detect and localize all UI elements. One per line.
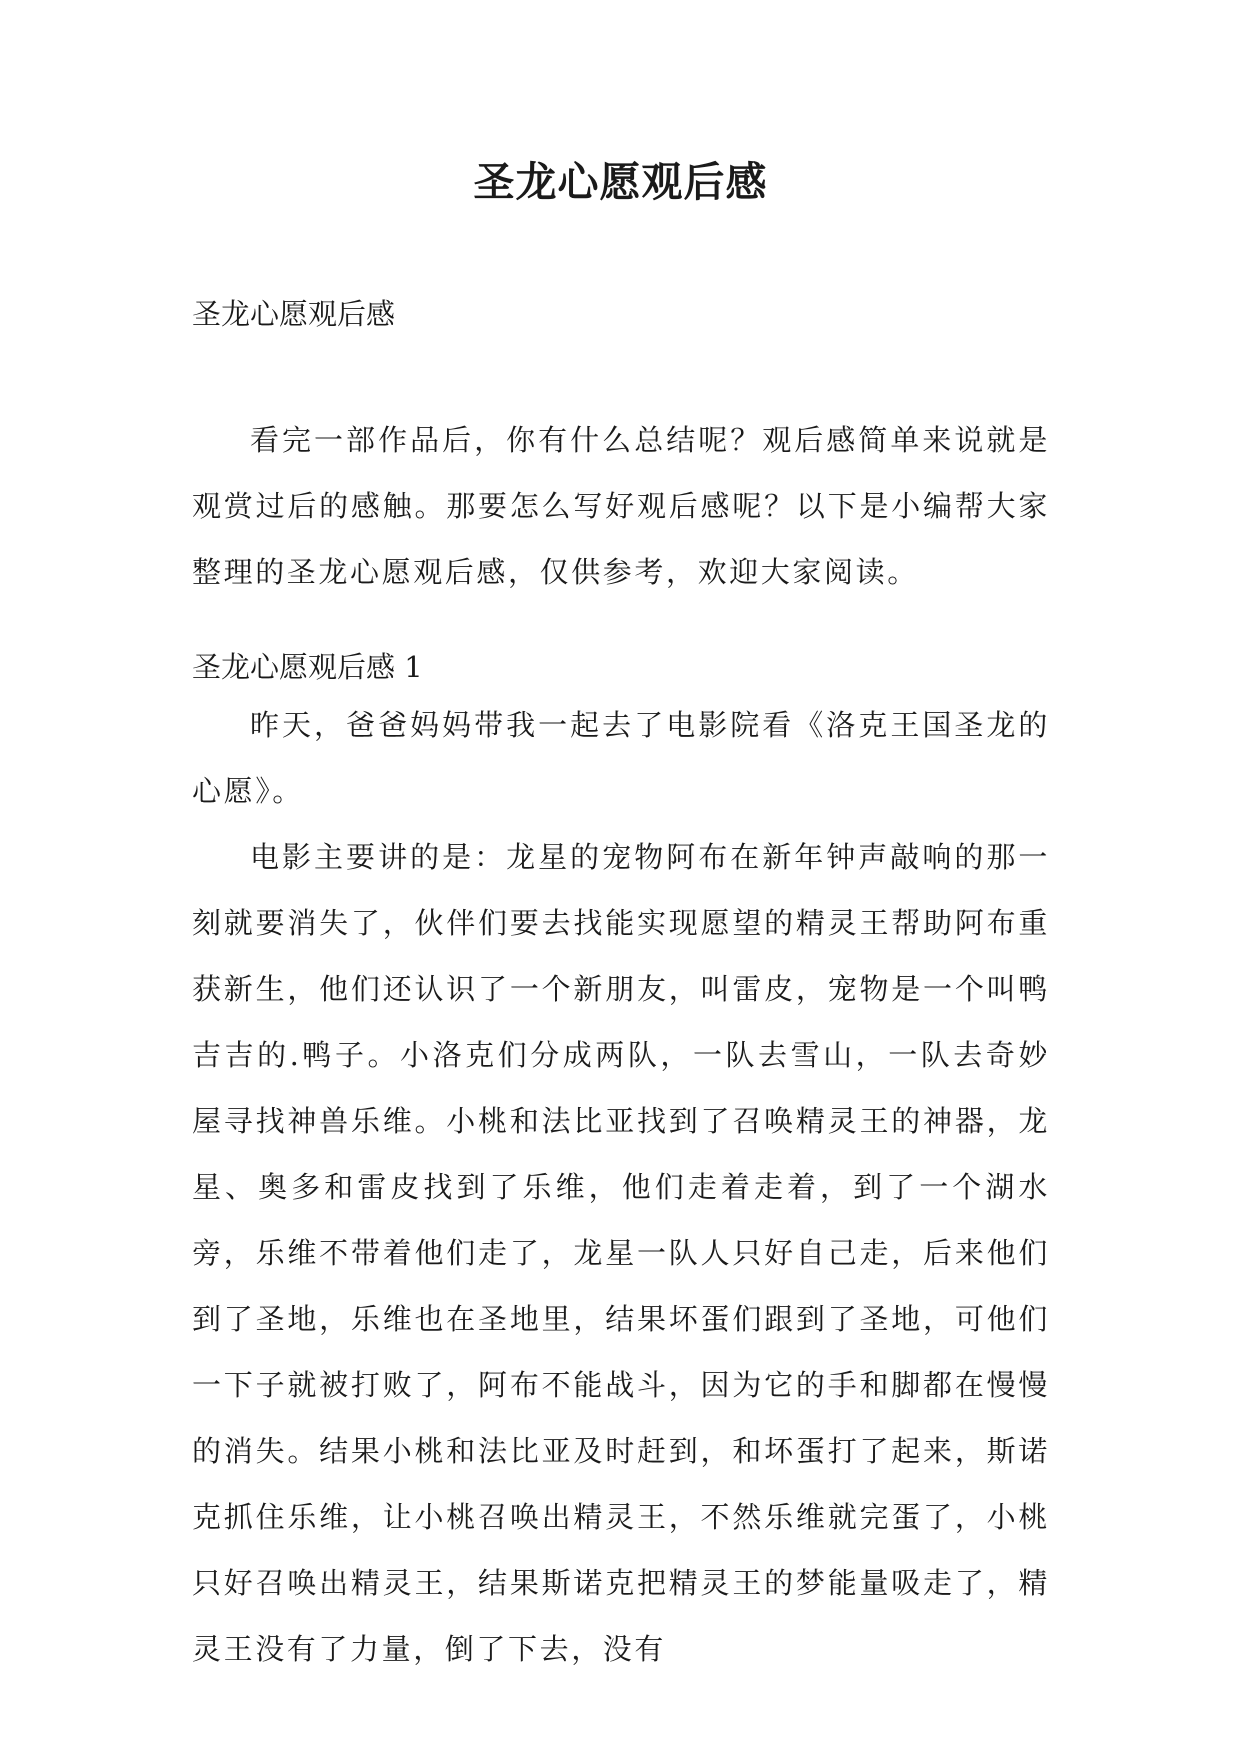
document-subtitle: 圣龙心愿观后感 — [192, 297, 396, 331]
section-body — [192, 692, 1050, 1682]
body-paragraph: 昨天，爸爸妈妈带我一起去了电影院看《洛克王国圣龙的心愿》。 — [192, 708, 1050, 808]
body-paragraph: 电影主要讲的是：龙星的宠物阿布在新年钟声敲响的那一刻就要消失了，伙伴们要去找能实现愿望的精灵王帮助阿布重获新生，他们还认识了一个新朋友，叫雷皮，宠物是一个叫鸭吉吉的.鸭子。小洛克们分成两队，一队去雪山，一队去奇妙屋寻找神兽乐维。小桃和法比亚找到了召唤精灵王的神器，龙星、奥多和雷皮找到了乐维，他们走着走着，到了一个湖水旁，乐维不带着他们走了，龙星一队人只好自己走，后来他们到了圣地，乐维也在圣地里，结果坏蛋们跟到了圣地，可他们一下子就被打败了，阿布不能战斗，因为它的手和脚都在慢慢的消失。结果小桃和法比亚及时赶到，和坏蛋打了起来，斯诺克抓住乐维，让小桃召唤出精灵王，不然乐维就完蛋了，小桃只好召唤出精灵王，结果斯诺克把精灵王的梦能量吸走了，精灵王没有了力量，倒了下去，没有 — [192, 840, 1050, 1666]
intro-paragraph: 看完一部作品后，你有什么总结呢？观后感简单来说就是观赏过后的感触。那要怎么写好观后感呢？以下是小编帮大家整理的圣龙心愿观后感，仅供参考，欢迎大家阅读。 — [192, 423, 1050, 589]
section-heading: 圣龙心愿观后感 1 — [192, 650, 423, 684]
document-title: 圣龙心愿观后感 — [473, 158, 768, 206]
